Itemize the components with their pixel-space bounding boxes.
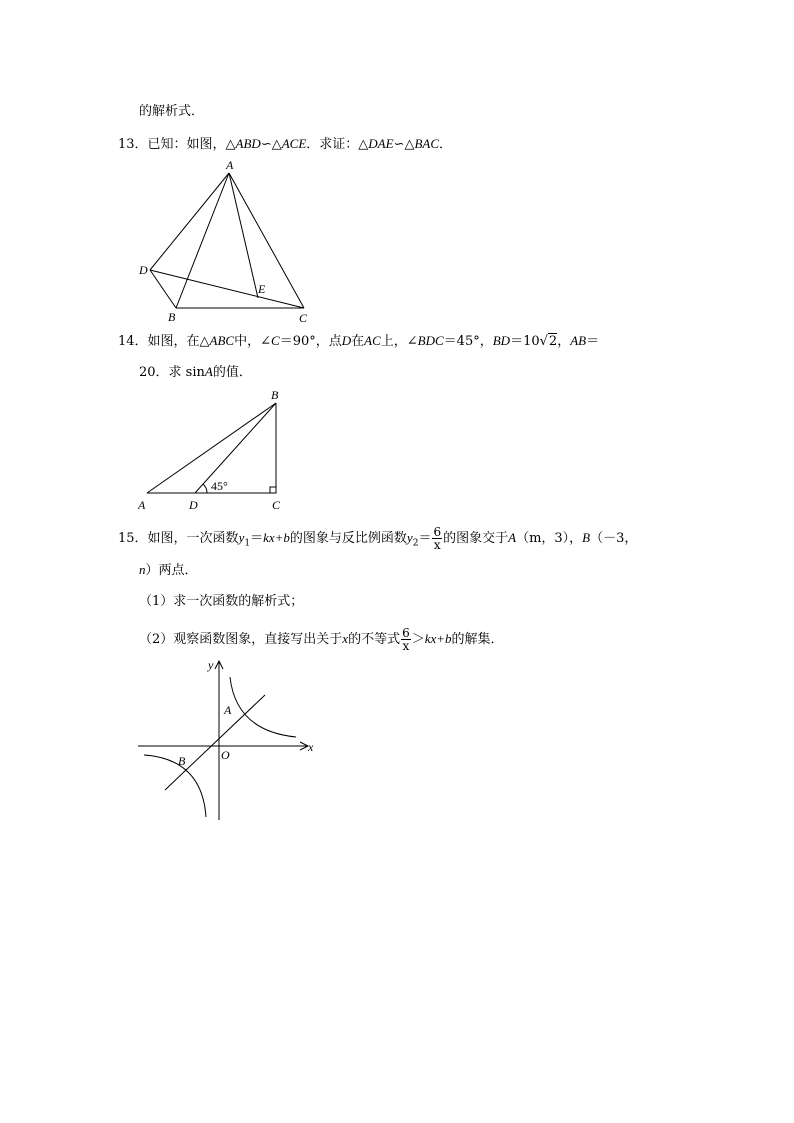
q15-sub2-kxb: kx+b	[424, 631, 452, 646]
q15-kxb: kx+b	[263, 530, 290, 545]
q15-y2-sub: 2	[412, 538, 419, 549]
q14-text-3: ＝90°，点	[279, 334, 342, 349]
q14-angle-label: 45°	[211, 479, 228, 493]
q15-subquestion-1: （1）求一次函数的解析式；	[139, 594, 304, 609]
q14-label-d: D	[189, 498, 198, 512]
q13-label-d: D	[139, 263, 148, 277]
q13-tri-dae: DAE	[368, 136, 394, 151]
q14-text-4: 在	[351, 334, 365, 349]
q13-label-b: B	[168, 310, 176, 324]
q13-tri-abd: ABD	[235, 136, 261, 151]
q15-point-b-coords: （－3，	[590, 531, 638, 546]
q15-text-mid: 的图象与反比例函数	[289, 531, 407, 546]
q15-sub2-frac-den: x	[402, 639, 410, 653]
x-axis-label: x	[308, 740, 314, 754]
q15-point-a: A	[508, 530, 517, 545]
q15-text-post: 的图象交于	[443, 531, 509, 546]
q14-line2-c: 的值．	[212, 365, 252, 380]
hyperbola-branch-1	[230, 677, 296, 737]
q13-tri-ace: ACE	[281, 136, 307, 151]
q13-number: 13．	[118, 137, 148, 152]
q13-seg-ac	[229, 173, 304, 308]
q13-sim-1: ∽△	[260, 137, 282, 152]
q14-figure	[130, 385, 300, 515]
q15-subquestion-2	[139, 627, 504, 652]
origin-label: O	[221, 748, 230, 762]
q14-text-7: ＝10	[510, 334, 540, 349]
q13-statement	[118, 136, 452, 153]
q15-sub2-end: 的解集．	[451, 632, 504, 647]
q14-text-9: ＝	[586, 334, 600, 349]
q14-number: 14．	[118, 334, 148, 349]
q15-fraction	[432, 526, 442, 551]
point-b-label: B	[178, 754, 186, 768]
q14-angle-arc	[203, 484, 207, 493]
q14-angle-bdc: BDC	[417, 333, 444, 348]
q13-seg-dc	[150, 270, 304, 308]
q14-sqrt-arg: 2	[548, 334, 558, 349]
q13-tri-bac: BAC	[414, 136, 440, 151]
q15-sub2-x: x	[342, 631, 349, 646]
q14-point-d: D	[341, 333, 352, 348]
q14-seg-bd	[195, 403, 276, 493]
q14-line2-a: 20．求 sin	[139, 365, 205, 380]
q15-graph	[130, 655, 330, 825]
point-a-label: A	[224, 703, 232, 717]
continuation-text: 的解析式．	[139, 104, 205, 119]
q13-sim-2: ∽△	[393, 137, 415, 152]
y-axis-label: y	[208, 658, 214, 672]
q15-sub2-mid: 的不等式	[348, 632, 401, 647]
q15-text-pre: 如图，一次函数	[147, 531, 239, 546]
q15-sub2-gt: ＞	[411, 632, 425, 647]
q13-seg-ad	[150, 173, 229, 270]
q14-statement-line2	[139, 364, 252, 381]
q15-number: 15．	[118, 531, 148, 546]
q15-line2-rest: ）两点．	[145, 563, 198, 578]
q15-eq1: ＝	[250, 531, 264, 546]
q14-statement-line1	[118, 333, 599, 350]
q14-text-2: 中，∠	[234, 334, 272, 349]
q15-y1: y	[238, 530, 245, 545]
q15-point-a-coords: （m，3），	[516, 531, 583, 546]
q15-point-b: B	[582, 530, 591, 545]
q15-sub2-frac-num: 6	[402, 626, 410, 640]
q14-text-6: ＝45°，	[443, 334, 493, 349]
hyperbola-branch-2	[144, 755, 206, 817]
linear-function-line	[165, 695, 265, 790]
q15-y2: y	[406, 530, 413, 545]
q15-statement-line2	[139, 562, 198, 579]
q14-seg-ac-name: AC	[364, 333, 381, 348]
q13-label-c: C	[299, 311, 308, 325]
sqrt-symbol: √	[539, 334, 548, 349]
q13-text-mid: ．求证：△	[306, 137, 369, 152]
q13-figure	[130, 158, 320, 328]
q15-eq2: ＝	[418, 531, 432, 546]
q14-text-1: 如图，在△	[147, 334, 210, 349]
q15-frac-num: 6	[433, 525, 442, 539]
q15-frac-den: x	[433, 538, 441, 552]
q14-angle-c: C	[271, 333, 280, 348]
q14-label-b: B	[271, 388, 279, 402]
q13-label-e: E	[258, 282, 266, 296]
q14-text-5: 上，∠	[380, 334, 418, 349]
q15-y1-sub: 1	[244, 538, 251, 549]
q13-text-end: ．	[439, 137, 453, 152]
q15-sub2-pre: （2）观察函数图象，直接写出关于	[139, 632, 343, 647]
q14-seg-ab-name: AB	[570, 333, 587, 348]
q13-seg-ae	[229, 173, 258, 298]
q15-statement-line1	[118, 526, 637, 552]
q14-line2-b: A	[204, 364, 213, 379]
q14-text-8: ，	[557, 334, 571, 349]
q15-n: n	[139, 562, 146, 577]
q14-tri-abc: ABC	[209, 333, 235, 348]
q15-sub2-fraction	[401, 627, 411, 652]
q14-label-a: A	[138, 498, 146, 512]
q14-right-angle-mark	[270, 487, 276, 493]
q13-text-pre: 已知：如图，△	[147, 137, 236, 152]
q14-seg-bd-name: BD	[492, 333, 511, 348]
q13-label-a: A	[226, 158, 234, 172]
q14-label-c: C	[272, 498, 281, 512]
